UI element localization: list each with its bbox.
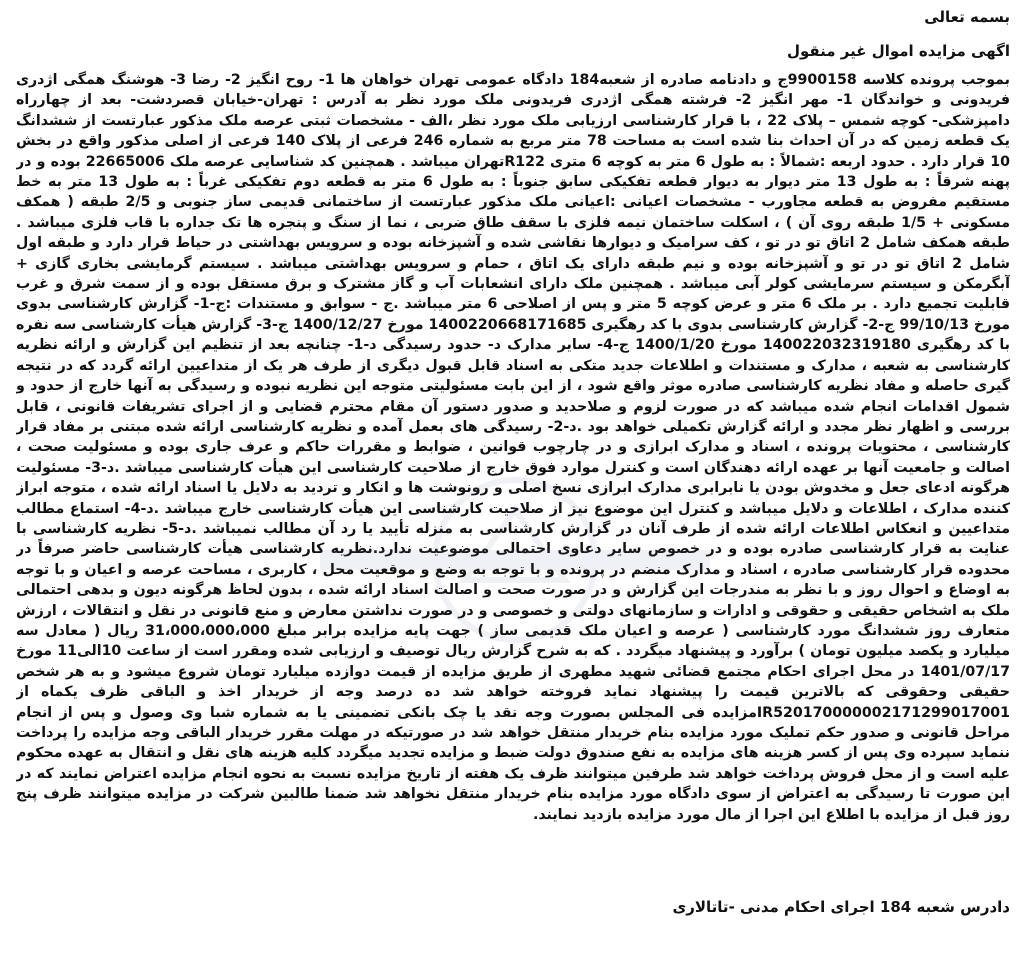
document-title: اگهی مزایده اموال غیر منقول: [786, 42, 1010, 60]
document-footer-signature: دادرس شعبه 184 اجرای احکام مدنی -تاتالاری: [672, 898, 1010, 916]
document-body: بموجب پرونده کلاسه 9900158ج و دادنامه صادره از شعبه184 دادگاه عمومی تهران خواهان ها 1- روح انگیز 2- رضا 3- هوشنگ همگی اژدری فریدونی و خواندگان 1- مهر انگیز 2- فرشته همگی اژدری فریدونی ملک مورد نظر به آدرس : تهران-خیابان قصردشت- بعد از چهارراه دامپزشکی- کوچه شمس – پلاک 22 ، با قرار کارشناسی ارزیابی ملک مورد نظر ،الف - مشخصات ثبتی عرصه ملک مذکور عبارتست از ششدانگ یک قطعه زمین که در آن احداث بنا شده است به مساحت 78 متر مربع به شماره 246 فرعی از پلاک 140 فرعی از اصلی مذکور واقع در بخش 10 قرار دارد . حدود اربعه :شمالاً : به طول 6 متر به کوچه 6 متری R122تهران میباشد . همچنین کد شناسایی عرصه ملک 22665006 بوده و در پهنه شرقاً : به طول 13 متر دیوار به دیوار قطعه تفکیکی سابق جنوباً : به طول 6 متر به قطعه دوم تفکیکی غرباً : به طول 13 متر به خط مستقیم مفروض به قطعه مجاورب - مشخصات اعیانی :اعیانی ملک مذکور عبارتست از ساختمانی قدیمی ساز جنوبی و 2/5 طبقه ( همکف مسکونی + 1/5 طبقه روی آن ) ، اسکلت ساختمان نیمه فلزی با سقف طاق ضربی ، نما از سنگ و پنجره ها تک جداره با قاب فلزی میباشد . طبقه همکف شامل 2 اتاق تو در تو ، کف سرامیک و دیوارها نقاشی شده و آشپزخانه بوده و سرویس بهداشتی در حیاط قرار دارد و طبقه اول شامل 2 اتاق تو در تو و آشپزخانه بوده و نیم طبقه دارای یک اتاق ، حمام و سرویس بهداشتی میباشد . سیستم گرمایشی بخاری گازی + آبگرمکن و سیستم سرمایشی کولر آبی میباشد . همچنین ملک دارای انشعابات آب و گاز مشترک و برق مستقل بوده و از سمت شرق و غرب قابلیت تجمیع دارد . بر ملک 6 متر و عرض کوچه 5 متر و پس از اصلاحی 6 متر میباشد .ج - سوابق و مستندات :ج-1- گزارش کارشناسی بدوی مورخ 99/10/13 ج-2- گزارش کارشناسی بدوی با کد رهگیری 1400220668171685 مورخ 1400/12/27 ج-3- گزارش هیأت کارشناسی سه نفره با کد رهگیری 140022032319180 مورخ 1400/1/20 ج-4- سایر مدارک د- حدود رسیدگی د-1- چنانچه بعد از تنظیم این گزارش و ارائه نظریه کارشناسی به شعبه ، مدارک و مستندات و اطلاعات جدید متکی به اسناد قابل قبول دیگری از طرف هر یک از متداعیین ارائه گردد که در نتیجه گیری حاصله و مفاد نظریه کارشناسی صادره موثر واقع شود ، از این بابت مسئولیتی متوجه این نظریه نبوده و رسیدگی به آنها خارج از حدود و شمول اقدامات انجام شده میباشد که در صورت لزوم و صلاحدید و صدور دستور آن مقام محترم قضایی و از اجرای تشریفات قانونی ، قابل بررسی و اظهار نظر مجدد و ارائه گزارش تکمیلی خواهد بود .د-2- رسیدگی های بعمل آمده و نظریه کارشناسی ارائه شده مبتنی بر مفاد قرار کارشناسی ، محتویات پرونده ، اسناد و مدارک ابرازی و در چارچوب قوانین ، ضوابط و مقررات حاکم و عرف جاری بوده و مسئولیت صحت ، اصالت و جامعیت آنها بر عهده ارائه دهندگان است و کنترل موارد فوق خارج از صلاحیت کارشناسی این هیأت کارشناسی میباشد .د-3- مسئولیت هرگونه ادعای جعل و مخدوش بودن یا نابرابری مدارک ابرازی نسخ اصلی و رونوشت ها و انکار و تردید به دلایل یا اسناد ارائه شده ، متوجه ابراز کننده مدارک ، اطلاعات و دلایل میباشد و کنترل این موضوع نیز از صلاحیت کارشناسی این هیأت کارشناسی خارج میباشد .د-4- استماع مطالب متداعیین و انعکاس اطلاعات ارائه شده از طرف آنان در گزارش کارشناسی به منزله تأیید یا رد آن مطالب نمیباشد .د-5- نظریه کارشناسی با عنایت به قرار کارشناسی صادره بوده و در خصوص سایر دعاوی احتمالی موضوعیت ندارد.نظریه کارشناسی هیأت کارشناسی حاضر صرفاً در محدوده قرار کارشناسی صادره ، اسناد و مدارک منضم در پرونده و با توجه به وضع و موقعیت محل ، کاربری ، مساحت عرصه و اعیان و با توجه به اوضاع و احوال روز و با نظر به مندرجات این گزارش و در صورت صحت و اصالت اسناد ارائه شده ، بدون لحاظ هرگونه دیون و بدهی احتمالی ملک به اشخاص حقیقی و حقوقی و ادارات و سازمانهای دولتی و خصوصی و در صورت نداشتن معارض و منع قانونی در نقل و انتقالات ، ارزش متعارف روز ششدانگ مورد کارشناسی ( عرصه و اعیان ملک قدیمی ساز ) جهت پایه مزایده برابر مبلغ 31،000،000،000 ریال ( معادل سه میلیارد و یکصد میلیون تومان ) برآورد و پیشنهاد میگردد . که به شرح گزارش ریال توصیف و ارزیابی شده ومقرر است از ساعت 10الی11 مورخ 1401/07/17 در محل اجرای احکام مجتمع قضائی شهید مطهری از طریق مزایده از قیمت دوازده میلیارد تومان شروع میشود و به هر شخص حقیقی وحقوقی که بالاترین قیمت را پیشنهاد نماید فروخته خواهد شد ده درصد وجه از خریدار اخذ و الباقی ظرف یکماه از IR520170000002171299017001مزایده فی المجلس بصورت وجه نقد یا چک بانکی تضمینی یا به شماره شبا وی وصول و پس از انجام مراحل قانونی و صدور حکم تملیک مورد مزایده بنام خریدار منتقل خواهد شد در صورتیکه در مهلت مقرر خریدار الباقی وجه مزایده را پرداخت ننماید سپرده وی پس از کسر هزینه های مزایده به نفع صندوق دولت ضبط و مزایده تجدید میگردد کلیه هزینه های نقل و انتقال به عهده محکوم علیه است و از محل فروش پرداخت خواهد شد طرفین میتوانند ظرف یک هفته از تاریخ مزایده نسبت به نحوه انجام مزایده اعتراض نمایند که در این صورت تا رسیدگی به اعتراض از سوی دادگاه مورد مزایده بنام خریدار منتقل نخواهد شد ضمنا طالبین شرکت در مزایده میتوانند ظرف پنج روز قبل از مزایده با اطلاع این اجرا از مال مورد مزایده بازدید نمایند.: [16, 72, 1010, 823]
document-heading: بسمه تعالی: [924, 8, 1010, 26]
